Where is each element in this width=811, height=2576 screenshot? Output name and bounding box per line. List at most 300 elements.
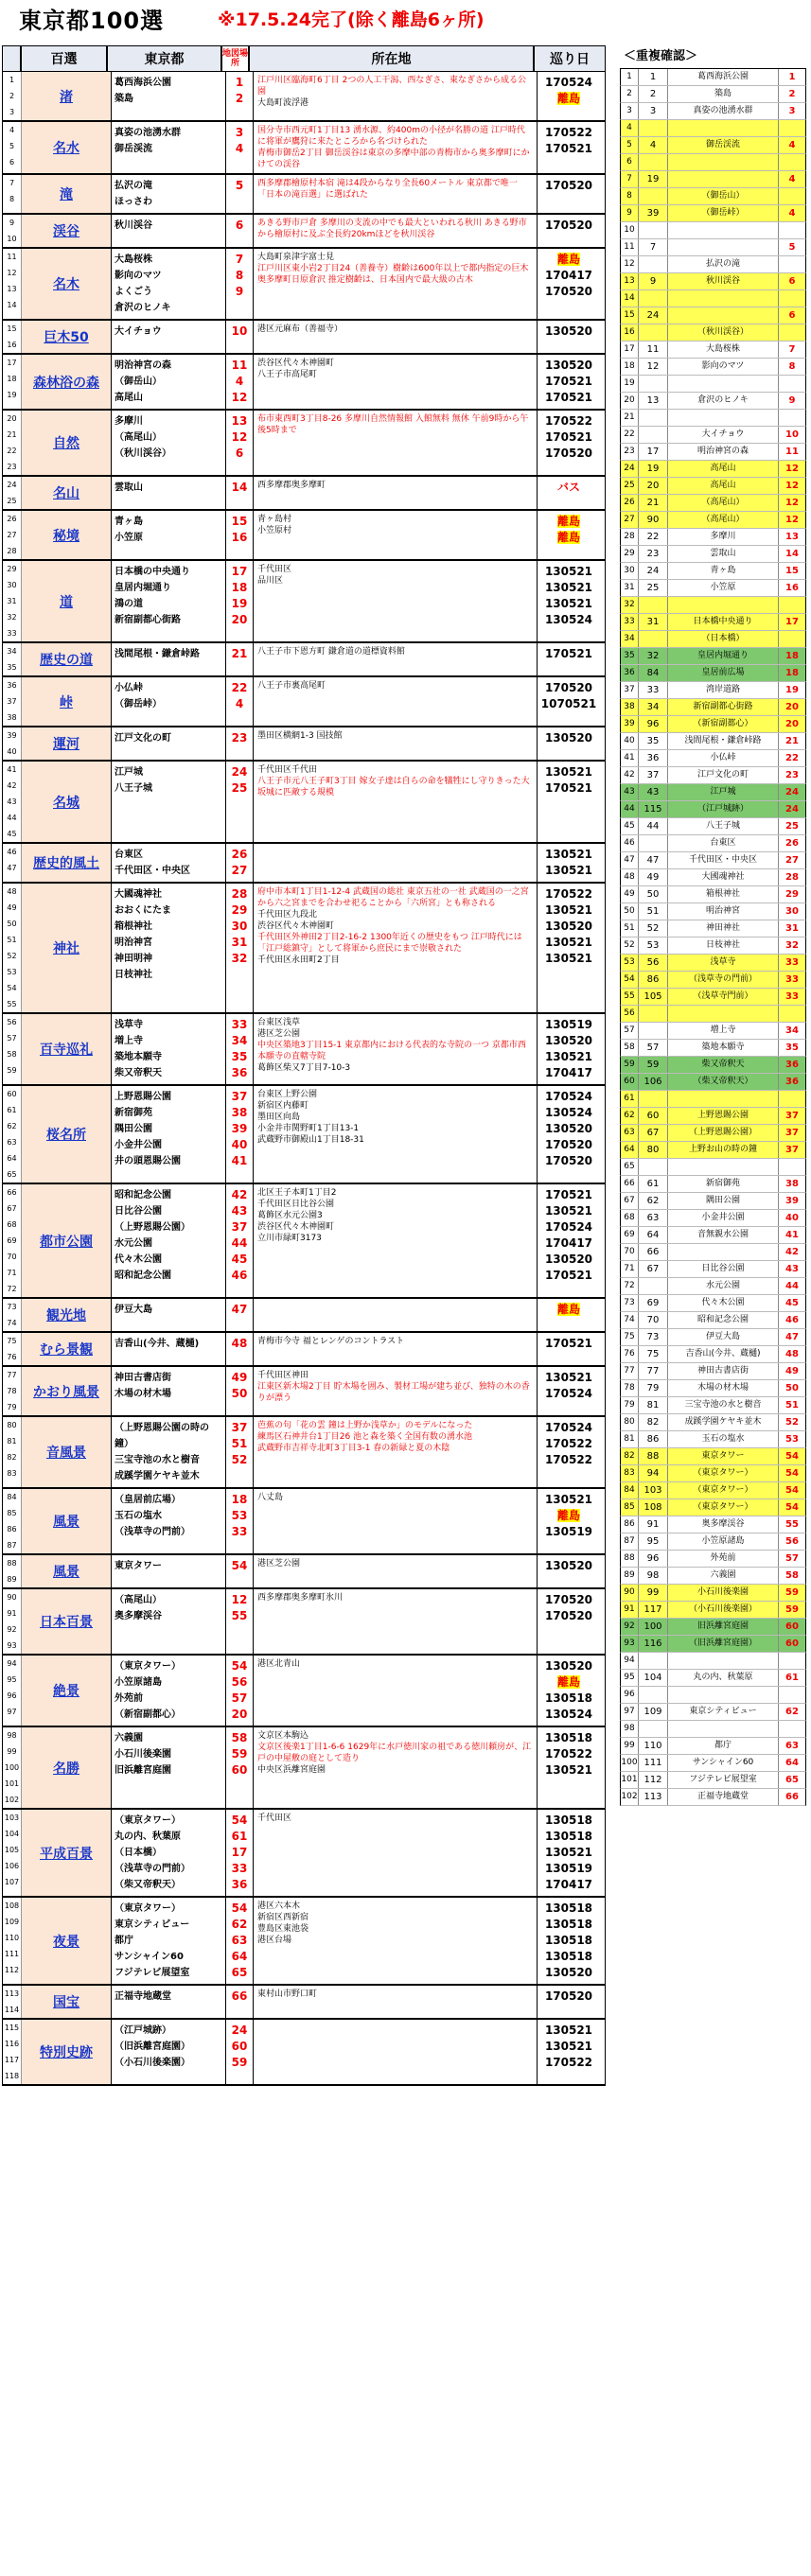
- table-group: [2, 72, 606, 122]
- map-location: 17: [231, 565, 248, 578]
- row-number: 44: [7, 814, 17, 822]
- row-numbers: [3, 122, 22, 173]
- side-row: [620, 938, 806, 955]
- side-ref: 91: [639, 1516, 668, 1533]
- address-line: 千代田区九段北: [257, 910, 318, 920]
- site-list: [112, 249, 226, 319]
- category-label: 自然: [22, 411, 112, 475]
- side-ref: 37: [639, 767, 668, 783]
- map-location-list: [226, 72, 254, 120]
- side-site: 築島: [668, 86, 779, 102]
- site-name: 成蹊学園ケヤキ並木: [115, 1471, 200, 1481]
- site-name: 昭和記念公園: [115, 1190, 171, 1200]
- map-location-list: [226, 249, 254, 319]
- map-location: 18: [231, 581, 248, 594]
- side-row: [620, 972, 806, 989]
- side-index: 43: [621, 784, 639, 800]
- row-number: 77: [7, 1371, 17, 1379]
- side-site: （新宿副都心）: [668, 716, 779, 732]
- visit-date: 130520: [544, 1966, 593, 1979]
- side-index: 66: [621, 1176, 639, 1192]
- side-row: [620, 767, 806, 784]
- row-numbers: [3, 1299, 22, 1331]
- address-text: [254, 175, 538, 213]
- address-text: [254, 249, 538, 319]
- table-group: [2, 1086, 606, 1184]
- side-ref: 96: [639, 1551, 668, 1567]
- side-index: 1: [621, 69, 639, 85]
- side-loc: [779, 120, 805, 136]
- side-row: [620, 1568, 806, 1585]
- side-index: 78: [621, 1380, 639, 1396]
- site-name: 丸の内、秋葉原: [115, 1831, 181, 1842]
- row-numbers: [3, 677, 22, 726]
- address-line: 品川区: [257, 576, 284, 586]
- map-location-list: [226, 1367, 254, 1415]
- side-row: [620, 1210, 806, 1227]
- date-list: [538, 215, 600, 247]
- visit-date: 170520: [544, 1138, 593, 1151]
- visit-date: 離島: [556, 253, 580, 266]
- side-index: 11: [621, 239, 639, 255]
- site-list: [112, 1299, 226, 1331]
- address-text: [254, 1727, 538, 1808]
- side-ref: 115: [639, 801, 668, 817]
- site-name: 神田古書店街: [115, 1373, 171, 1383]
- side-site: 奥多摩渓谷: [668, 1516, 779, 1533]
- side-row: [620, 784, 806, 801]
- visit-date: 170520: [544, 1154, 593, 1167]
- side-site: 八王子城: [668, 818, 779, 834]
- side-loc: [779, 1721, 805, 1737]
- side-loc: 46: [785, 1315, 799, 1325]
- side-ref: 90: [639, 512, 668, 528]
- side-loc: 61: [785, 1673, 799, 1683]
- side-site: [668, 1159, 779, 1175]
- side-index: 31: [621, 580, 639, 596]
- site-name: （高尾山）: [115, 432, 162, 443]
- side-ref: 50: [639, 886, 668, 902]
- side-row: [620, 307, 806, 324]
- row-number: 29: [7, 565, 17, 573]
- map-location: 51: [231, 1437, 248, 1450]
- side-loc: 20: [785, 702, 799, 712]
- row-numbers: [3, 884, 22, 1012]
- address-line: 練馬区石神井台1丁目26 池と森を築く全国有数の湧水池: [257, 1432, 473, 1442]
- side-loc: 41: [785, 1230, 799, 1240]
- visit-date: 130518: [544, 1901, 593, 1915]
- row-number: 54: [7, 984, 17, 992]
- map-location: 39: [231, 1122, 248, 1135]
- address-text: [254, 355, 538, 409]
- table-group: [2, 411, 606, 477]
- category-label: 峠: [22, 677, 112, 726]
- table-group: [2, 1656, 606, 1727]
- map-location: 54: [231, 1814, 248, 1827]
- side-site: 御岳渓流: [668, 137, 779, 153]
- address-text: [254, 511, 538, 559]
- row-number: 66: [7, 1188, 17, 1197]
- map-location: 58: [231, 1731, 248, 1744]
- side-row: [620, 903, 806, 920]
- site-name: 葛西海浜公園: [115, 78, 171, 88]
- map-location: 28: [231, 887, 248, 901]
- map-location: 37: [231, 1421, 248, 1434]
- map-location: 36: [231, 1878, 248, 1891]
- site-list: [112, 321, 226, 353]
- map-location-list: [226, 477, 254, 509]
- side-index: 100: [621, 1755, 639, 1771]
- side-ref: 81: [639, 1397, 668, 1413]
- address-line: 西多摩郡奥多摩町: [257, 481, 326, 490]
- side-row: [620, 886, 806, 903]
- side-ref: 56: [639, 955, 668, 971]
- side-ref: 100: [639, 1619, 668, 1635]
- map-location: 61: [231, 1830, 248, 1843]
- address-line: 新宿区内藤町: [257, 1101, 309, 1111]
- side-loc: 25: [785, 821, 799, 832]
- date-list: [538, 762, 600, 842]
- side-ref: 25: [639, 580, 668, 596]
- map-location: 45: [231, 1253, 248, 1266]
- table-group: [2, 1299, 606, 1333]
- side-site: 東京タワー: [668, 1448, 779, 1464]
- visit-date: 130521: [544, 1050, 593, 1063]
- side-ref: 60: [639, 1108, 668, 1124]
- site-name: （東京タワー）: [115, 1903, 181, 1914]
- row-number: 64: [7, 1154, 17, 1163]
- side-row: [620, 222, 806, 239]
- row-number: 93: [7, 1641, 17, 1650]
- date-list: [538, 643, 600, 675]
- site-name: 新宿御苑: [115, 1108, 152, 1118]
- row-number: 46: [7, 848, 17, 856]
- map-location: 4: [235, 375, 244, 388]
- side-index: 67: [621, 1193, 639, 1209]
- side-loc: 60: [785, 1621, 799, 1632]
- table-group: [2, 844, 606, 884]
- address-line: 布市東西町3丁目8-26 多摩川自然情報館 入館無料 無休 午前9時から午後5時まで: [257, 414, 529, 435]
- row-number: 28: [7, 547, 17, 555]
- visit-date: 170524: [544, 1421, 593, 1434]
- address-line: 中央区築地3丁目15-1 東京都内における代表的な寺院の一つ 京都市西本願寺の直轄寺院: [257, 1041, 526, 1061]
- row-number: 7: [9, 179, 15, 187]
- date-list: [538, 1555, 600, 1587]
- row-number: 87: [7, 1541, 17, 1550]
- visit-date: 130521: [544, 597, 593, 610]
- row-numbers: [3, 1656, 22, 1726]
- row-number: 58: [7, 1050, 17, 1059]
- site-name: 外苑前: [115, 1693, 143, 1704]
- side-index: 56: [621, 1006, 639, 1022]
- site-name: 浅草寺: [115, 1020, 143, 1030]
- side-site: 浅間尾根・鎌倉峠路: [668, 733, 779, 749]
- address-text: [254, 72, 538, 120]
- date-list: [538, 884, 600, 1012]
- side-index: 25: [621, 478, 639, 494]
- visit-date: 130521: [544, 952, 593, 965]
- visit-date: 130521: [544, 936, 593, 949]
- side-loc: 37: [785, 1128, 799, 1138]
- side-site: 明治神宮: [668, 903, 779, 920]
- side-index: 21: [621, 410, 639, 426]
- side-loc: [779, 290, 805, 307]
- site-name: 鴻の道: [115, 599, 143, 609]
- side-row: [620, 546, 806, 563]
- table-group: [2, 1184, 606, 1299]
- row-number: 113: [4, 1989, 20, 1998]
- address-line: 立川市緑町3173: [257, 1234, 322, 1243]
- side-site: 日本橋中央通り: [668, 614, 779, 630]
- visit-date: 170522: [544, 126, 593, 139]
- side-index: 57: [621, 1023, 639, 1039]
- side-loc: 24: [785, 787, 799, 797]
- side-loc: 51: [785, 1400, 799, 1411]
- visit-date: 170521: [544, 1337, 593, 1350]
- side-site: 音無親水公園: [668, 1227, 779, 1243]
- side-site: サンシャイン60: [668, 1755, 779, 1771]
- map-location-list: [226, 1589, 254, 1654]
- side-ref: 75: [639, 1346, 668, 1362]
- row-number: 68: [7, 1220, 17, 1229]
- table-group: [2, 1333, 606, 1367]
- site-list: [112, 1727, 226, 1808]
- side-loc: [779, 1687, 805, 1703]
- side-ref: 86: [639, 1431, 668, 1447]
- row-number: 67: [7, 1204, 17, 1213]
- site-list: [112, 355, 226, 409]
- map-location: 20: [231, 1708, 248, 1721]
- side-site: [668, 410, 779, 426]
- visit-date: 130518: [544, 1830, 593, 1843]
- table-group: [2, 511, 606, 561]
- side-row: [620, 120, 806, 137]
- map-location-list: [226, 1086, 254, 1183]
- site-name: 上野恩賜公園: [115, 1092, 171, 1102]
- side-site: [668, 120, 779, 136]
- category-label: 平成百景: [22, 1810, 112, 1896]
- row-number: 112: [4, 1966, 20, 1974]
- side-ref: [639, 1091, 668, 1107]
- map-location-list: [226, 1810, 254, 1896]
- side-row: [620, 342, 806, 359]
- row-number: 101: [4, 1779, 20, 1788]
- site-list: [112, 72, 226, 120]
- side-index: 18: [621, 359, 639, 375]
- side-row: [620, 1278, 806, 1295]
- address-line: 小金井市関野町1丁目13-1: [257, 1124, 360, 1133]
- site-list: [112, 727, 226, 760]
- side-site: 玉石の塩水: [668, 1431, 779, 1447]
- visit-date: 130520: [544, 1659, 593, 1673]
- side-ref: 19: [639, 171, 668, 187]
- side-ref: 12: [639, 359, 668, 375]
- site-name: サンシャイン60: [115, 1952, 184, 1962]
- side-row: [620, 1363, 806, 1380]
- date-list: [538, 1014, 600, 1084]
- side-ref: 59: [639, 1057, 668, 1073]
- side-row: [620, 427, 806, 444]
- side-loc: 37: [785, 1111, 799, 1121]
- row-number: 74: [7, 1319, 17, 1327]
- side-row: [620, 1533, 806, 1551]
- row-number: 62: [7, 1122, 17, 1130]
- side-site: [668, 1687, 779, 1703]
- side-site: 湾岸道路: [668, 682, 779, 698]
- header-category: 百選: [21, 45, 107, 72]
- site-name: 倉沢のヒノキ: [115, 303, 171, 313]
- site-name: 真姿の池湧水群: [115, 128, 181, 138]
- row-number: 117: [4, 2056, 20, 2064]
- visit-date: 130520: [544, 920, 593, 933]
- row-number: 33: [7, 629, 17, 638]
- side-loc: 54: [785, 1485, 799, 1496]
- address-line: 千代田区外神田2丁目2-16-2 1300年近くの歴史をもつ 江戸時代には「江戸総鎮守」として将軍から庶民にまで崇敬された: [257, 933, 522, 954]
- row-number: 51: [7, 936, 17, 944]
- row-numbers: [3, 511, 22, 559]
- row-numbers: [3, 355, 22, 409]
- visit-date: 離島: [556, 92, 580, 105]
- row-number: 14: [7, 301, 17, 309]
- category-label: 風景: [22, 1489, 112, 1553]
- row-numbers: [3, 477, 22, 509]
- table-group: [2, 1986, 606, 2020]
- side-ref: 80: [639, 1142, 668, 1158]
- side-ref: 9: [639, 273, 668, 289]
- address-line: 府中市本町1丁目1-12-4 武蔵国の総社 東京五社の一社 武蔵国の一之宮から六之宮までを合わせ祀ることから「六所宮」とも称される: [257, 887, 529, 908]
- side-ref: 2: [639, 86, 668, 102]
- row-numbers: [3, 1986, 22, 2018]
- side-site: （旧浜離宮庭園）: [668, 1636, 779, 1652]
- side-index: 51: [621, 920, 639, 937]
- date-list: [538, 1184, 600, 1297]
- side-loc: 56: [785, 1536, 799, 1547]
- row-number: 59: [7, 1066, 17, 1075]
- address-text: [254, 643, 538, 675]
- row-number: 80: [7, 1421, 17, 1429]
- visit-date: 130521: [544, 1371, 593, 1384]
- side-row: [620, 376, 806, 393]
- visit-date: 170417: [544, 1878, 593, 1891]
- side-site: 小仏峠: [668, 750, 779, 766]
- address-line: 千代田区: [257, 1814, 292, 1823]
- row-numbers: [3, 321, 22, 353]
- side-site: 増上寺: [668, 1023, 779, 1039]
- site-list: [112, 215, 226, 247]
- category-label: 歴史的風土: [22, 844, 112, 882]
- side-loc: 49: [785, 1366, 799, 1376]
- visit-date: 130521: [544, 1493, 593, 1506]
- side-title: ＜重複確認＞: [624, 49, 698, 63]
- table-group: [2, 122, 606, 175]
- side-site: 小笠原: [668, 580, 779, 596]
- date-list: [538, 175, 600, 213]
- address-text: [254, 1898, 538, 1984]
- side-loc: 6: [788, 310, 796, 321]
- site-name: （上野恩賜公園の時の鐘）: [115, 1423, 209, 1449]
- address-text: [254, 884, 538, 1012]
- side-site: 台東区: [668, 835, 779, 851]
- address-line: 葛飾区水元公園3: [257, 1211, 323, 1220]
- row-number: 39: [7, 731, 17, 740]
- row-numbers: [3, 175, 22, 213]
- map-location: 26: [231, 848, 248, 861]
- visit-date: 130521: [544, 848, 593, 861]
- side-site: 葛西海浜公園: [668, 69, 779, 85]
- address-line: 文京区本駒込: [257, 1731, 309, 1741]
- side-ref: 62: [639, 1193, 668, 1209]
- page-title: 東京都100選: [19, 8, 165, 34]
- site-name: 小笠原諸島: [115, 1677, 162, 1688]
- side-index: 5: [621, 137, 639, 153]
- map-location: 55: [231, 1609, 248, 1622]
- side-ref: 24: [639, 307, 668, 324]
- side-ref: [639, 1006, 668, 1022]
- row-number: 78: [7, 1387, 17, 1395]
- visit-date: 130521: [544, 565, 593, 578]
- table-group: [2, 1489, 606, 1555]
- side-ref: 47: [639, 852, 668, 868]
- row-number: 94: [7, 1659, 17, 1668]
- category-label: 音風景: [22, 1417, 112, 1487]
- row-number: 3: [9, 108, 15, 116]
- map-location: 44: [231, 1236, 248, 1250]
- map-location: 21: [231, 647, 248, 660]
- side-loc: 50: [785, 1383, 799, 1393]
- map-location-list: [226, 175, 254, 213]
- row-number: 104: [4, 1830, 20, 1838]
- side-site: 日比谷公園: [668, 1261, 779, 1277]
- side-ref: [639, 188, 668, 204]
- category-label: 名水: [22, 122, 112, 173]
- map-location: 4: [235, 697, 244, 710]
- map-location: 56: [231, 1675, 248, 1689]
- side-loc: 44: [785, 1281, 799, 1291]
- side-site: 高尾山: [668, 461, 779, 477]
- side-ref: 51: [639, 903, 668, 920]
- side-site: 築地本願寺: [668, 1040, 779, 1056]
- address-line: 台東区浅草: [257, 1018, 301, 1027]
- row-numbers: [3, 1333, 22, 1365]
- map-location: 24: [231, 2024, 248, 2037]
- side-ref: 61: [639, 1176, 668, 1192]
- table-group: [2, 2020, 606, 2086]
- site-name: おおくにたま: [115, 905, 171, 916]
- address-text: [254, 1417, 538, 1487]
- side-row: [620, 410, 806, 427]
- side-site: 上野お山の時の鐘: [668, 1142, 779, 1158]
- map-location-list: [226, 1417, 254, 1487]
- site-name: 井の頭恩賜公園: [115, 1156, 181, 1166]
- site-name: （東京タワー）: [115, 1815, 181, 1826]
- address-line: 港区六本木: [257, 1901, 301, 1911]
- side-index: 68: [621, 1210, 639, 1226]
- date-list: [538, 511, 600, 559]
- site-name: （上野恩賜公園）: [115, 1222, 190, 1233]
- table-group: [2, 677, 606, 727]
- side-ref: 17: [639, 444, 668, 460]
- row-number: 60: [7, 1090, 17, 1098]
- side-row: [620, 1431, 806, 1448]
- side-loc: 31: [785, 923, 799, 934]
- row-number: 4: [9, 126, 15, 134]
- side-loc: 11: [785, 447, 799, 457]
- side-ref: 109: [639, 1704, 668, 1720]
- site-name: （柴又帝釈天）: [115, 1880, 181, 1890]
- row-number: 105: [4, 1846, 20, 1854]
- map-location: 15: [231, 515, 248, 528]
- visit-date: 170520: [544, 1989, 593, 2003]
